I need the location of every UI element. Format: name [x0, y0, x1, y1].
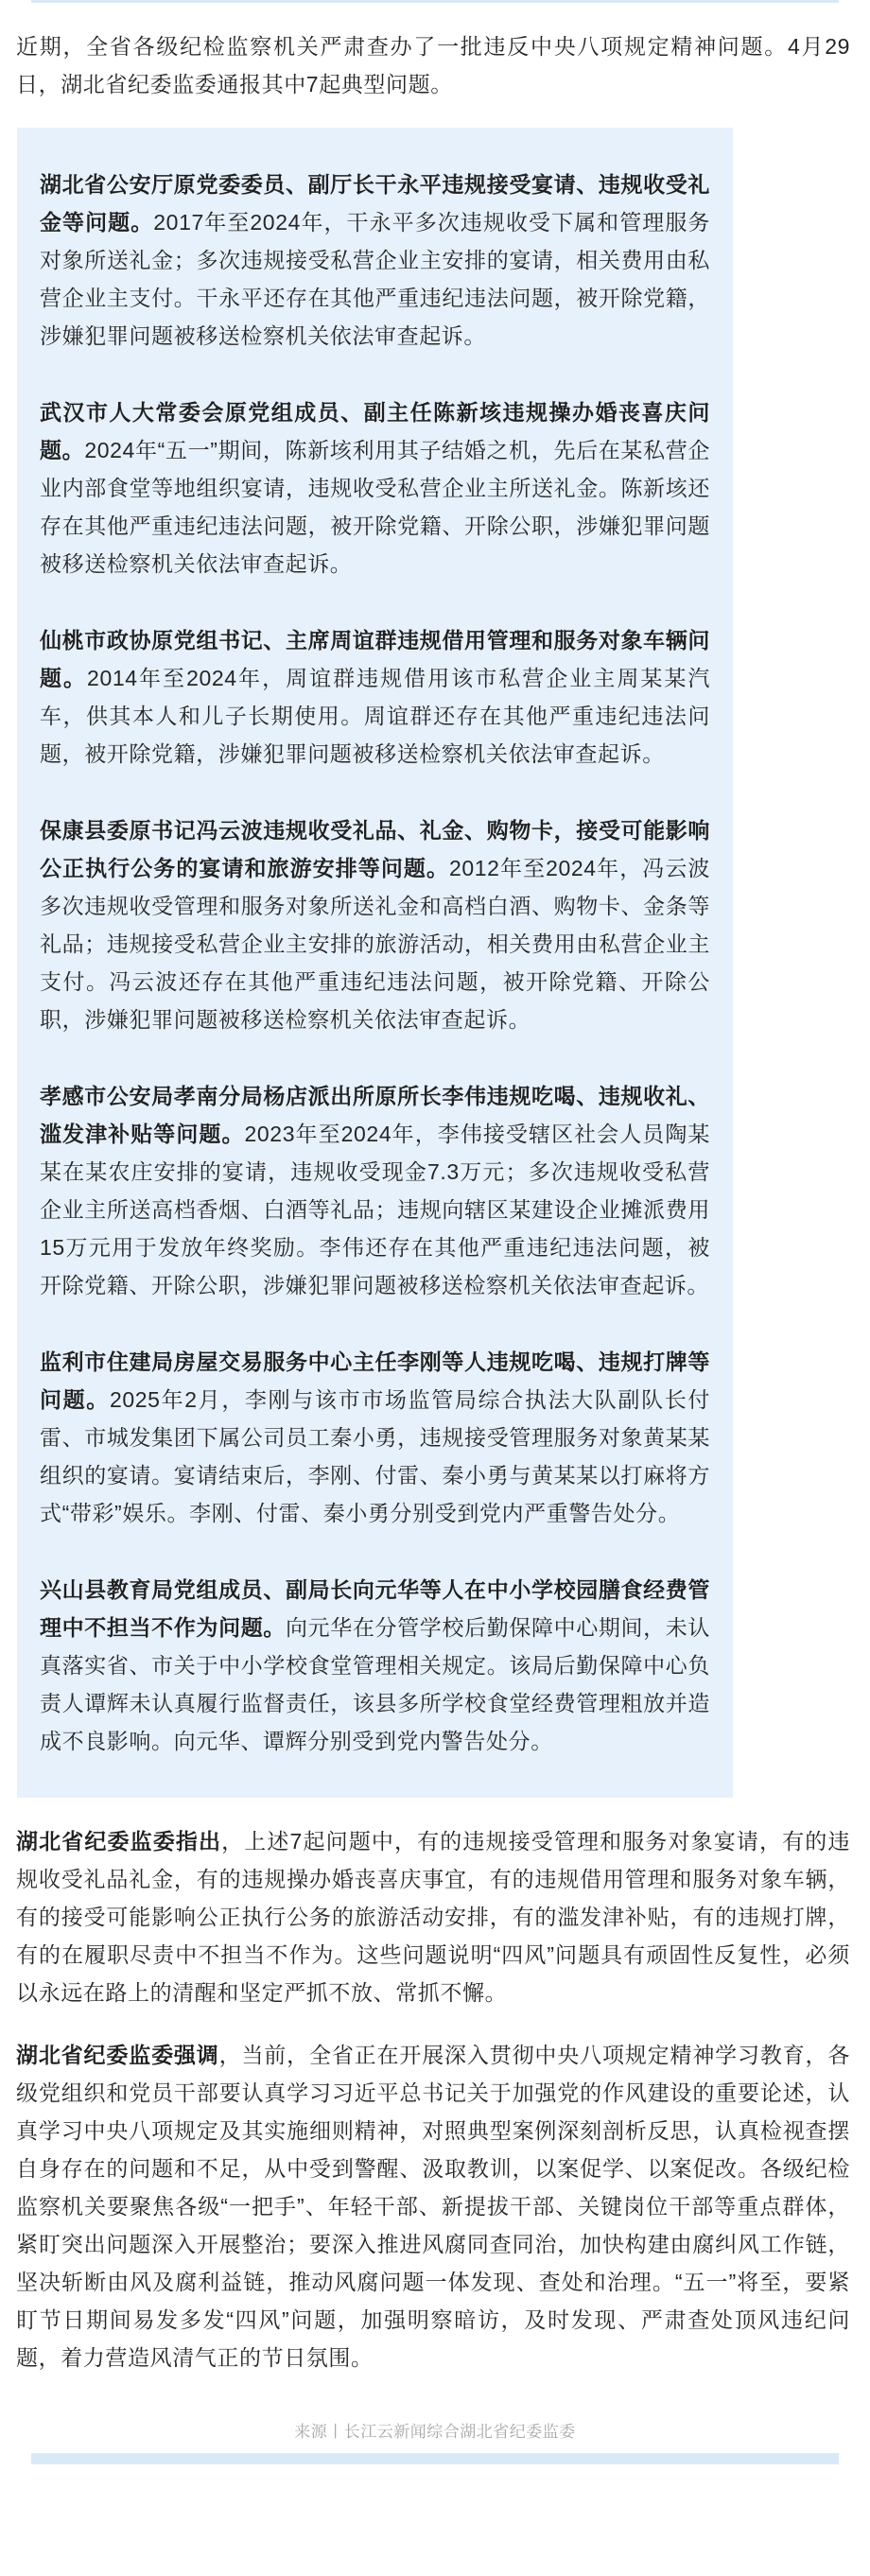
case-item-2 [40, 393, 710, 583]
remark-lead: 湖北省纪委监委强调 [16, 2043, 219, 2067]
case-body: 2014年至2024年，周谊群违规借用该市私营企业主周某某汽车，供其本人和儿子长期使用。周谊群还存在其他严重违纪违法问题，被开除党籍，涉嫌犯罪问题被移送检察机关依法审查起诉。 [40, 666, 710, 766]
case-body: 2024年“五一”期间，陈新垓利用其子结婚之机，先后在某私营企业内部食堂等地组织宴请，违规收受私营企业主所送礼金。陈新垓还存在其他严重违纪违法问题，被开除党籍、开除公职，涉嫌犯罪问题被移送检察机关依法审查起诉。 [40, 438, 710, 576]
case-item-3 [40, 621, 710, 773]
case-title: 监利市住建局房屋交易服务中心主任李刚等人违规吃喝、违规打牌等问题。 [40, 1349, 710, 1412]
typical-cases-highlight-box [17, 128, 733, 1798]
case-item-1 [40, 165, 710, 355]
case-title: 武汉市人大常委会原党组成员、副主任陈新垓违规操办婚丧喜庆问题。 [40, 400, 710, 462]
bottom-cropped-section-strip [31, 2453, 839, 2464]
intro-paragraph: 近期，全省各级纪检监察机关严肃查办了一批违反中央八项规定精神问题。4月29日，湖北省纪委监委通报其中7起典型问题。 [16, 34, 850, 96]
case-item-5 [40, 1077, 710, 1304]
article-body [0, 27, 870, 2442]
case-title: 保康县委原书记冯云波违规收受礼品、礼金、购物卡，接受可能影响公正执行公务的宴请和旅游安排等问题。 [40, 818, 710, 880]
remark-body: ，当前，全省正在开展深入贯彻中央八项规定精神学习教育，各级党组织和党员干部要认真学习习近平总书记关于加强党的作风建设的重要论述，认真学习中央八项规定及其实施细则精神，对照典型案例深刻剖析反思，认真检视查摆自身存在的问题和不足，从中受到警醒、汲取教训，以案促学、以案促改。各级纪检监察机关要聚焦各级“一把手”、年轻干部、新提拔干部、关键岗位干部等重点群体，紧盯突出问题深入开展整治；要深入推进风腐同查同治，加快构建由腐纠风工作链，坚决斩断由风及腐利益链，推动风腐问题一体发现、查处和治理。“五一”将至，要紧盯节日期间易发多发“四风”问题，加强明察暗访，及时发现、严肃查处顶风违纪问题，着力营造风清气正的节日氛围。 [16, 2043, 850, 2370]
case-item-7 [40, 1571, 710, 1760]
case-body: 2012年至2024年，冯云波多次违规收受管理和服务对象所送礼金和高档白酒、购物卡、金条等礼品；违规接受私营企业主安排的旅游活动，相关费用由私营企业主支付。冯云波还存在其他严重违纪违法问题，被开除党籍、开除公职，涉嫌犯罪问题被移送检察机关依法审查起诉。 [40, 856, 710, 1032]
case-body: 2025年2月，李刚与该市市场监管局综合执法大队副队长付雷、市城发集团下属公司员工秦小勇，违规接受管理服务对象黄某某组织的宴请。宴请结束后，李刚、付雷、秦小勇与黄某某以打麻将方式“带彩”娱乐。李刚、付雷、秦小勇分别受到党内严重警告处分。 [40, 1387, 710, 1525]
case-title: 孝感市公安局孝南分局杨店派出所原所长李伟违规吃喝、违规收礼、滥发津补贴等问题。 [40, 1084, 710, 1146]
case-body: 向元华在分管学校后勤保障中心期间，未认真落实省、市关于中小学校食堂管理相关规定。该局后勤保障中心负责人谭辉未认真履行监督责任，该县多所学校食堂经费管理粗放并造成不良影响。向元华、谭辉分别受到党内警告处分。 [40, 1615, 710, 1753]
top-cropped-section-strip [31, 0, 839, 3]
case-title: 仙桃市政协原党组书记、主席周谊群违规借用管理和服务对象车辆问题。 [40, 628, 710, 690]
commission-remark-emphasized [16, 2036, 850, 2376]
remark-lead: 湖北省纪委监委指出 [16, 1829, 222, 1854]
case-body: 2017年至2024年，干永平多次违规收受下属和管理服务对象所送礼金；多次违规接受私营企业主安排的宴请，相关费用由私营企业主支付。干永平还存在其他严重违纪违法问题，被开除党籍，涉嫌犯罪问题被移送检察机关依法审查起诉。 [40, 210, 710, 348]
source-attribution: 来源丨长江云新闻综合湖北省纪委监委 [294, 2423, 576, 2441]
case-title: 兴山县教育局党组成员、副局长向元华等人在中小学校园膳食经费管理中不担当不作为问题。 [40, 1577, 710, 1640]
case-item-4 [40, 811, 710, 1038]
case-body: 2023年至2024年，李伟接受辖区社会人员陶某某在某农庄安排的宴请，违规收受现金7.3万元；多次违规收受私营企业主所送高档香烟、白酒等礼品；违规向辖区某建设企业摊派费用15万元用于发放年终奖励。李伟还存在其他严重违纪违法问题，被开除党籍、开除公职，涉嫌犯罪问题被移送检察机关依法审查起诉。 [40, 1122, 711, 1297]
commission-remark-pointed-out [16, 1822, 850, 2011]
case-title: 湖北省公安厅原党委委员、副厅长干永平违规接受宴请、违规收受礼金等问题。 [40, 172, 710, 235]
remark-body: ，上述7起问题中，有的违规接受管理和服务对象宴请，有的违规收受礼品礼金，有的违规操办婚丧喜庆事宜，有的违规借用管理和服务对象车辆，有的接受可能影响公正执行公务的旅游活动安排，有的滥发津补贴，有的违规打牌，有的在履职尽责中不担当不作为。这些问题说明“四风”问题具有顽固性反复性，必须以永远在路上的清醒和坚定严抓不放、常抓不懈。 [16, 1829, 850, 2005]
case-item-6 [40, 1343, 710, 1532]
